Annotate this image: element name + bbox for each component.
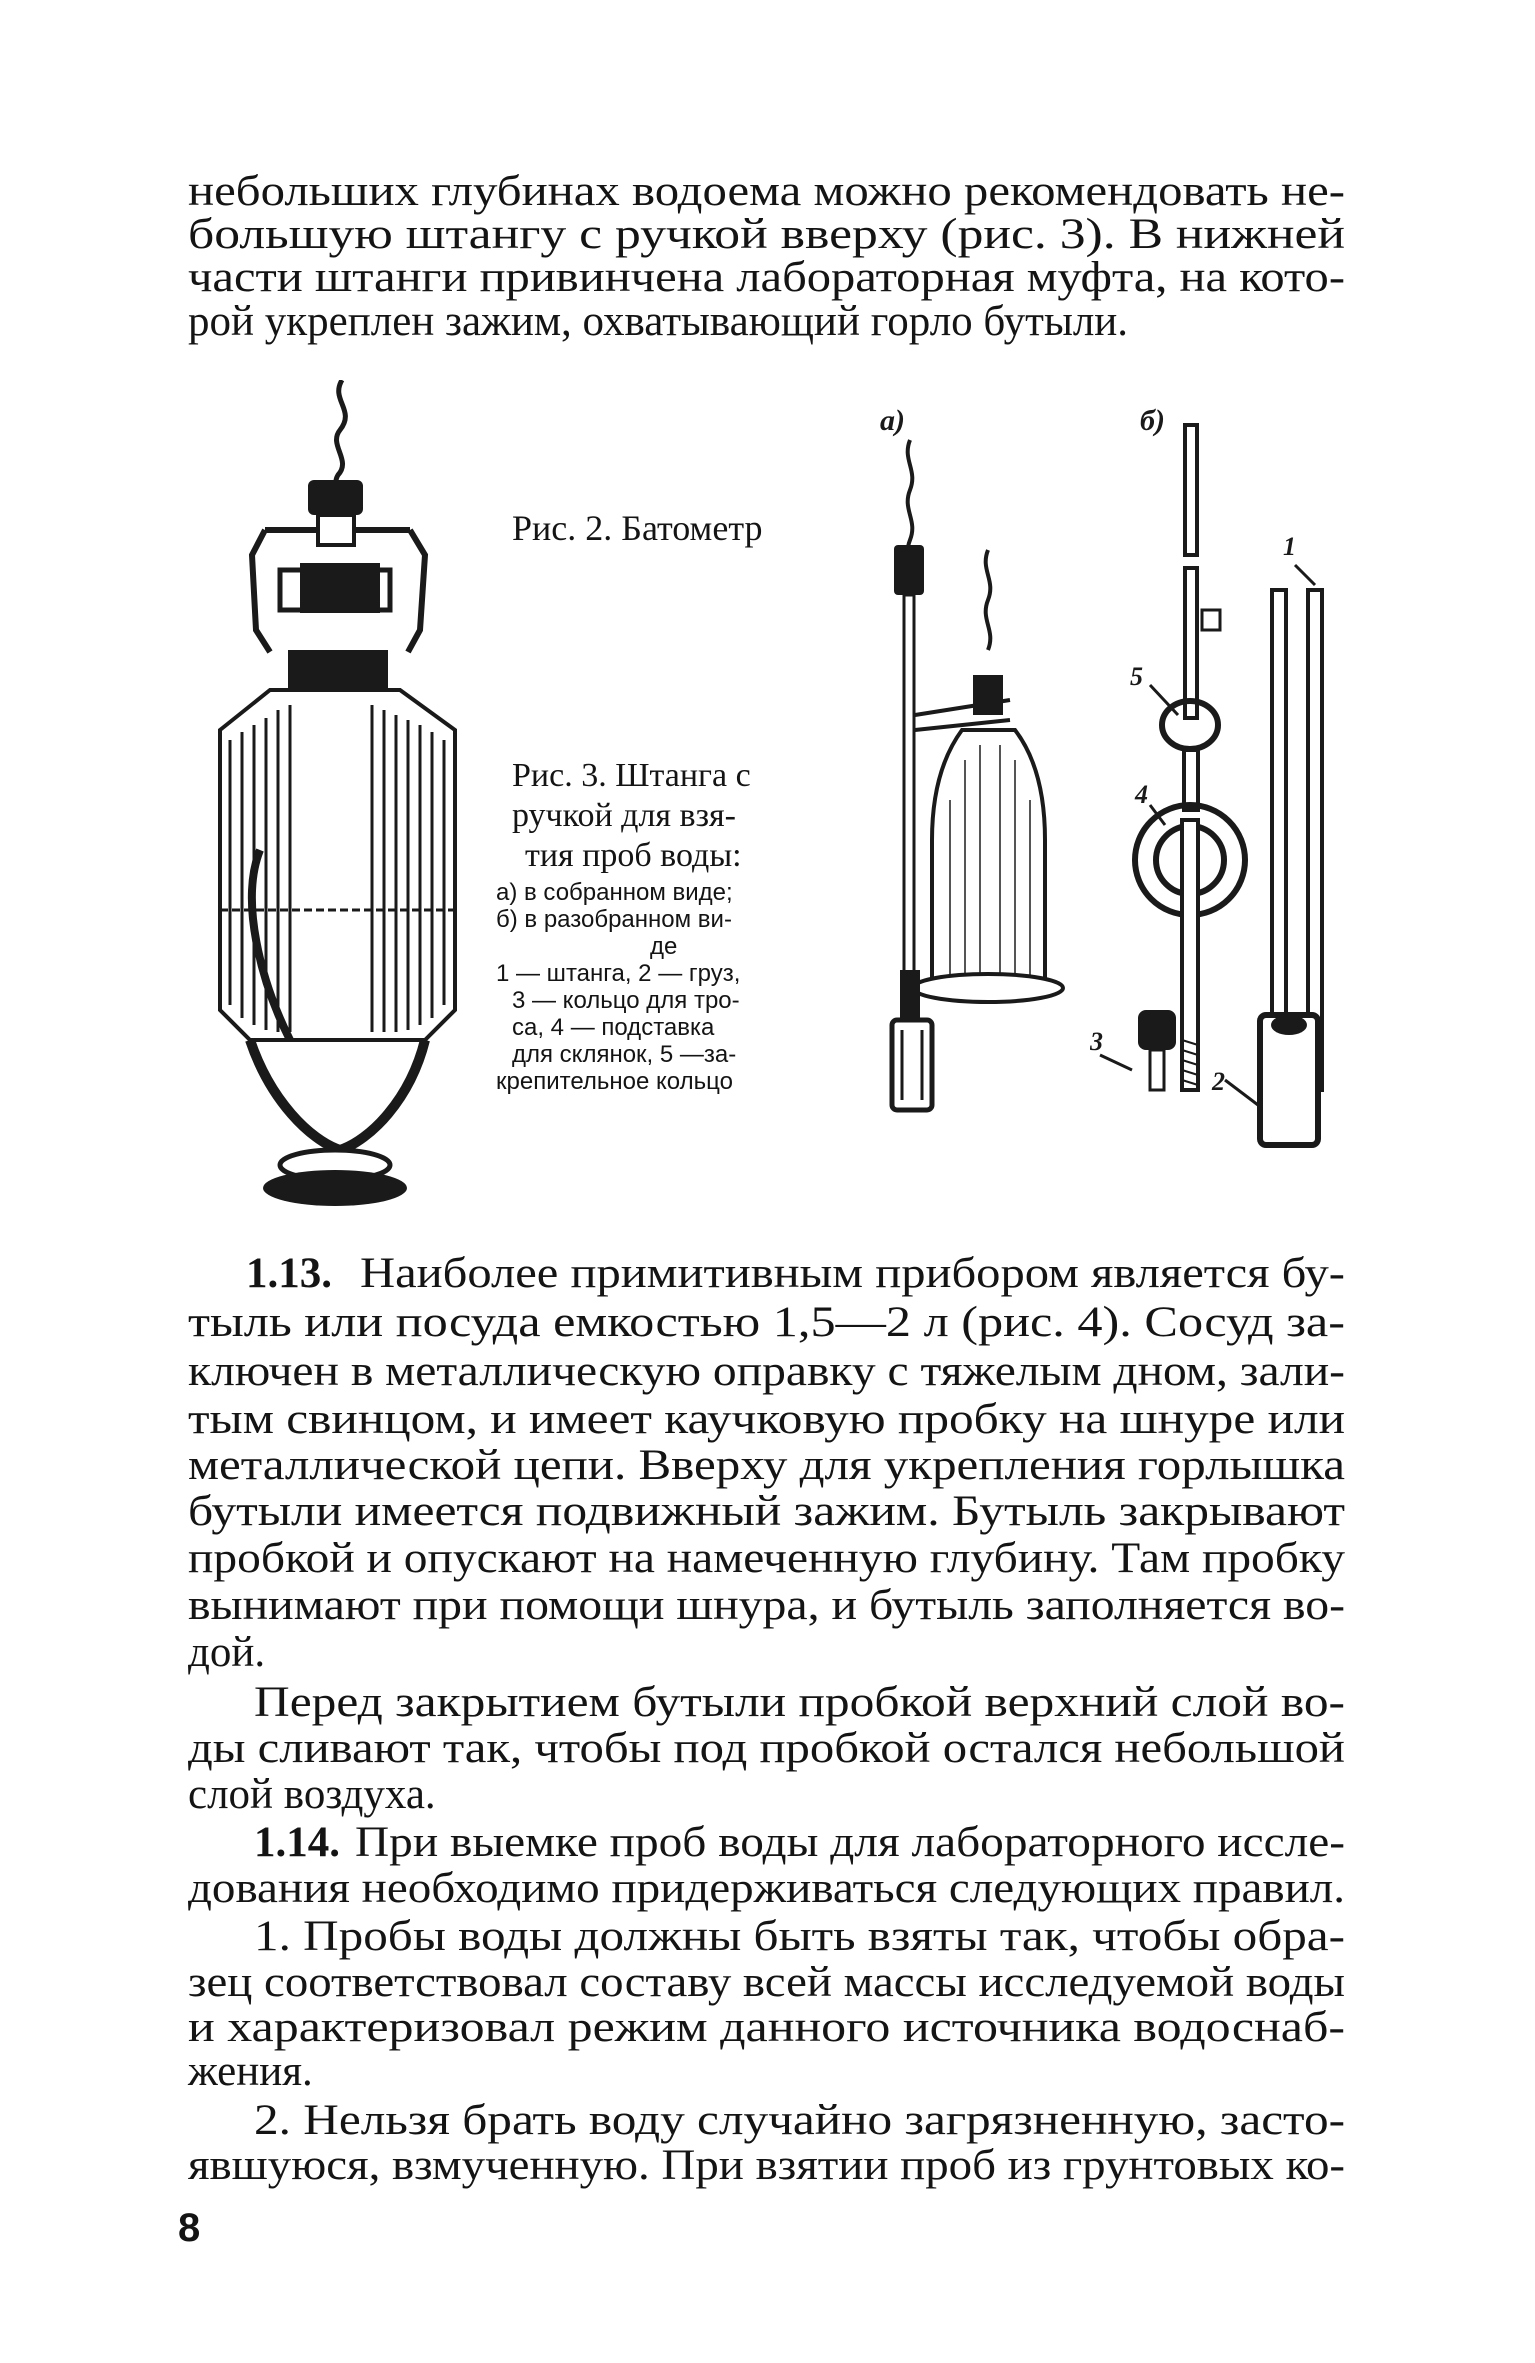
fig3-legend-line: б) в разобранном ви- bbox=[496, 906, 732, 933]
part-number-3: 3 bbox=[1090, 1027, 1103, 1056]
line-text: жения. bbox=[188, 2048, 313, 2095]
line-text: тым свинцом, и имеет каучковую пробку на шнуре или bbox=[188, 1396, 1345, 1443]
line-text: небольших глубинах водоема можно рекомендовать не- bbox=[188, 168, 1345, 215]
fig3-panel-a-illustration bbox=[870, 400, 1070, 1120]
line-text: дой. bbox=[188, 1629, 266, 1676]
fig3-title-line: тия проб воды: bbox=[525, 837, 742, 874]
fig2-batometer-illustration bbox=[200, 380, 470, 1210]
line-text: пробкой и опускают на намеченную глубину. Там пробку bbox=[188, 1535, 1345, 1582]
line-text: ключен в металлическую оправку с тяжелым дном, зали- bbox=[188, 1348, 1345, 1395]
part-number-1: 1 bbox=[1283, 532, 1296, 561]
panel-a-label: а) bbox=[880, 404, 905, 437]
part-number-5: 5 bbox=[1130, 662, 1143, 691]
part-number-4: 4 bbox=[1135, 780, 1148, 809]
line-text: Наиболее примитивным прибором является бу- bbox=[360, 1250, 1345, 1297]
line-text: Перед закрытием бутыли пробкой верхний слой во- bbox=[254, 1679, 1345, 1726]
line-text: вынимают при помощи шнура, и бутыль заполняется во- bbox=[188, 1582, 1345, 1629]
line-text: При выемке проб воды для лабораторного иссле- bbox=[355, 1819, 1345, 1866]
fig3-legend-line: для склянок, 5 —за- bbox=[512, 1041, 737, 1068]
line-text: слой воздуха. bbox=[188, 1771, 436, 1818]
fig3-panel-b-illustration bbox=[1090, 400, 1390, 1200]
line-text: металлической цепи. Вверху для укрепления горлышка bbox=[188, 1442, 1345, 1489]
fig2-caption: Рис. 2. Батометр bbox=[512, 508, 763, 548]
fig3-legend-line: са, 4 — подставка bbox=[512, 1014, 715, 1041]
fig3-legend-line: крепительное кольцо bbox=[496, 1068, 733, 1095]
line-text: большую штангу с ручкой вверху (рис. 3). В нижней bbox=[188, 211, 1345, 258]
page-number: 8 bbox=[178, 2206, 201, 2250]
line-text: 1. Пробы воды должны быть взяты так, чтобы обра- bbox=[254, 1913, 1345, 1960]
panel-b-label: б) bbox=[1140, 404, 1165, 437]
line-text: дования необходимо придерживаться следующих правил. bbox=[188, 1865, 1345, 1912]
line-text: рой укреплен зажим, охватывающий горло бутыли. bbox=[188, 298, 1129, 345]
line-text: бутыли имеется подвижный зажим. Бутыль закрывают bbox=[188, 1488, 1345, 1535]
fig3-legend-line: 1 — штанга, 2 — груз, bbox=[496, 960, 741, 987]
line-text: и характеризовал режим данного источника водоснаб- bbox=[188, 2004, 1345, 2051]
section-number: 1.14. bbox=[254, 1819, 340, 1866]
line-text: части штанги привинчена лабораторная муфта, на кото- bbox=[188, 254, 1345, 301]
fig3-legend-line: а) в собранном виде; bbox=[496, 879, 733, 906]
line-text: зец соответствовал составу всей массы исследуемой воды bbox=[188, 1959, 1345, 2006]
section-number: 1.13. bbox=[246, 1250, 332, 1297]
fig3-legend-line: 3 — кольцо для тро- bbox=[512, 987, 740, 1014]
line-text: 2. Нельзя брать воду случайно загрязненную, засто- bbox=[254, 2097, 1345, 2144]
line-text: тыль или посуда емкостью 1,5—2 л (рис. 4). Сосуд за- bbox=[188, 1299, 1345, 1346]
part-number-2: 2 bbox=[1212, 1067, 1225, 1096]
fig3-title-line: ручкой для взя- bbox=[512, 797, 736, 834]
line-text: ды сливают так, чтобы под пробкой остался небольшой bbox=[188, 1725, 1345, 1772]
fig3-legend-line: де bbox=[650, 933, 678, 960]
fig3-title-line: Рис. 3. Штанга с bbox=[512, 757, 751, 794]
line-text: явшуюся, взмученную. При взятии проб из грунтовых ко- bbox=[188, 2142, 1345, 2189]
